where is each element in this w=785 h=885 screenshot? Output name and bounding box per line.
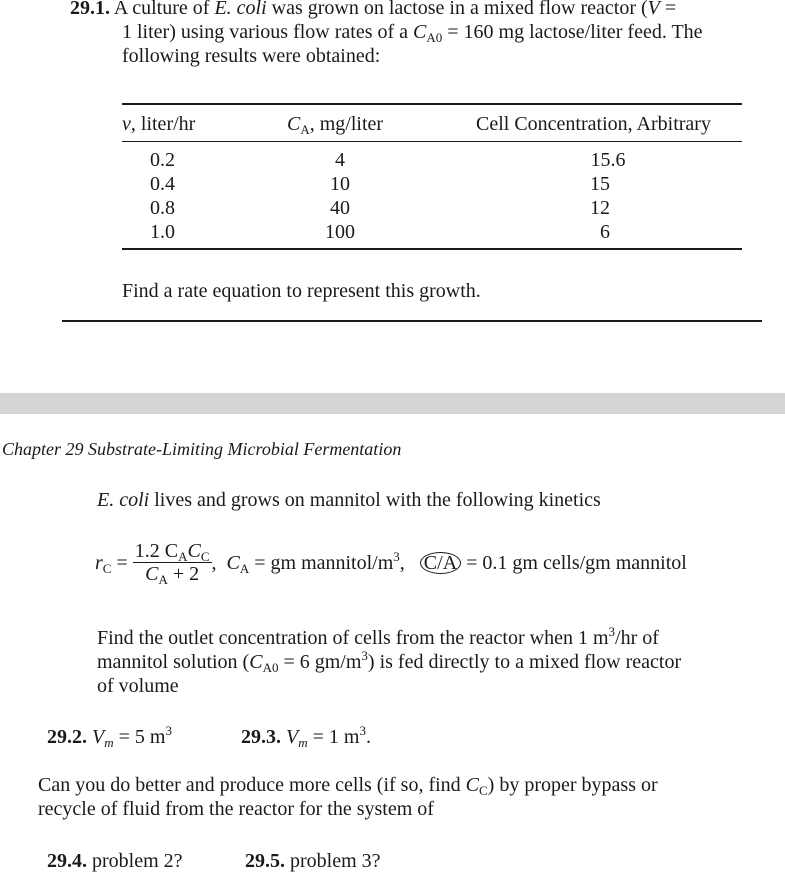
problem-29-1-task: Find a rate equation to represent this growth. — [122, 280, 481, 302]
yield-symbol: C/A — [420, 552, 461, 574]
outlet-question-line1: Find the outlet concentration of cells from the reactor when 1 $m^3/hr$ of — [97, 624, 659, 649]
table-row: 0.2 4 15.6 — [150, 149, 626, 171]
subproblem-29-2: 29.2. $V_m = 5$ $m^3$ — [47, 723, 172, 750]
problem-number: 29.1. — [70, 0, 110, 19]
problem-29-1-line1: 29.1. A culture of E. coli was grown on lactose in a mixed flow reactor (V = — [70, 0, 676, 20]
rate-fraction: $\frac{1.2 C_AC_C}{C_A + 2}$ — [134, 540, 210, 587]
table-row: 0.4 10 15 — [150, 173, 610, 195]
table-row: 0.8 40 12 — [150, 197, 610, 219]
bypass-question-line2: recycle of fluid from the reactor for the system of — [38, 798, 434, 820]
chapter-running-header: Chapter 29 Substrate-Limiting Microbial Fermentation — [2, 439, 402, 459]
table-row: 1.0 100 6 — [150, 221, 610, 243]
rate-equation: $r_C$ = $\frac{1.2 C_AC_C}{C_A + 2}$ , $C_A$ = gm mannitol/$m^3$, C/A = 0.1 gm cells/gm mannitol — [95, 540, 687, 587]
table-header-cells: Cell Concentration, Arbitrary — [476, 113, 711, 135]
outlet-question-line2: mannitol solution ($C_{A0} = 6$ $gm/m^3$) is fed directly to a mixed flow reactor — [97, 648, 682, 675]
problem-29-1-line2: 1 liter) using various flow rates of a $C_{A0} = 160$ mg lactose/liter feed. The — [122, 21, 703, 45]
subproblem-29-3: 29.3. $V_m = 1$ $m^3$. — [241, 723, 371, 750]
outlet-question-line3: of volume — [97, 675, 179, 697]
page-break-band — [0, 393, 785, 414]
table-header-flow: v, liter/hr — [122, 113, 196, 135]
table-header-concentration: $C_A$, mg/liter — [287, 113, 384, 137]
bypass-question-line1: Can you do better and produce more cells (if so, find $C_C$) by proper bypass or — [38, 774, 658, 798]
table-header-rule — [122, 141, 742, 142]
table-bottom-rule — [122, 248, 742, 250]
subproblem-29-5: 29.5. problem 3? — [245, 850, 381, 872]
mannitol-intro: E. coli lives and grows on mannitol with the following kinetics — [97, 489, 601, 511]
section-end-rule — [62, 320, 762, 322]
table-top-rule — [122, 103, 742, 105]
subproblem-29-4: 29.4. problem 2? — [47, 850, 183, 872]
organism: E. coli — [214, 0, 267, 19]
problem-29-1-line3: following results were obtained: — [122, 45, 381, 67]
